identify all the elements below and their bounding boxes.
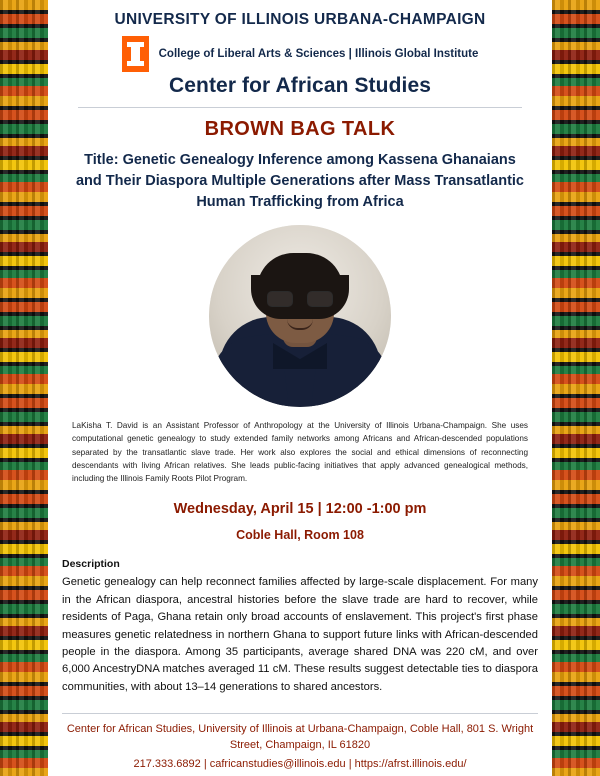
speaker-photo-wrap [56, 225, 544, 407]
speaker-bio: LaKisha T. David is an Assistant Professor of Anthropology at the University of Illinois Urbana-Champaign. She uses computational genetic genealogy to study extended family networks among Africans and African-descended populations separated by the transatlantic slave trade. Her work also explores the social and ethical dimensions of reconnecting descendants with living African relatives. She leads public-facing initiatives that apply advanced genealogical methods, including the Illinois Family Roots Pilot Program. [72, 421, 528, 484]
kente-border-left [0, 0, 48, 776]
description-body: Genetic genealogy can help reconnect families affected by large-scale displacement. For many in the African diaspora, ancestral histories before the slave trade are hard to recover, while residents of Paga, Ghana retain only broad accounts of enslavement. This project's first phase measures genetic relatedness in northern Ghana to support future links with African-descended people in the diaspora. Among 35 participants, average shared DNA was 220 cM, and over 6,000 AncestryDNA matches averaged 11 cM. These results suggest detectable ties to diaspora communities, with about 13–14 generations to shared ancestors. [62, 576, 538, 693]
event-title: Title: Genetic Genealogy Inference among Kassena Ghanaians and Their Diaspora Multiple Generations after Mass Transatlantic Human Trafficking from Africa [75, 152, 524, 211]
illinois-block-i-icon [122, 36, 149, 72]
footer-contact[interactable]: 217.333.6892 | cafricanstudies@illinois.edu | https://afrst.illinois.edu/ [133, 757, 467, 770]
event-kicker: BROWN BAG TALK [204, 118, 396, 140]
speaker-portrait [209, 225, 391, 407]
header-divider [78, 107, 522, 108]
kente-border-right [552, 0, 600, 776]
footer [48, 704, 552, 776]
university-name: UNIVERSITY OF ILLINOIS URBANA-CHAMPAIGN [114, 11, 486, 28]
portrait-glasses [267, 291, 333, 306]
description-label: Description [62, 558, 120, 571]
logo-row [56, 36, 544, 72]
center-name: Center for African Studies [168, 74, 432, 97]
event-location: Coble Hall, Room 108 [236, 528, 364, 543]
footer-divider [62, 713, 538, 714]
college-line: College of Liberal Arts & Sciences | Illinois Global Institute [158, 48, 479, 60]
event-datetime: Wednesday, April 15 | 12:00 -1:00 pm [173, 501, 427, 518]
footer-address: Center for African Studies, University of Illinois at Urbana-Champaign, Coble Hall, 801 S. Wright Street, Champaign, IL 61820 [66, 723, 534, 751]
flyer-content [48, 0, 552, 776]
